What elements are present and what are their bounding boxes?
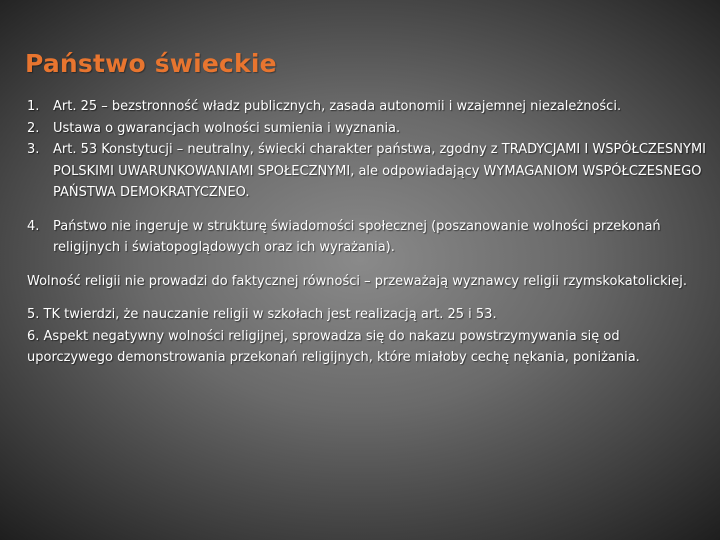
item-6-paragraph: 6. Aspekt negatywny wolności religijnej, sprowadza się do nakazu powstrzymywania się od uporczywego demonstrowania przekonań religijnych, które miałoby cechę nękania, poniżania. xyxy=(27,328,640,365)
list-number: 1. xyxy=(27,99,40,114)
slide-body xyxy=(27,96,707,369)
list-item-1 xyxy=(27,96,707,118)
list-text: Państwo nie ingeruje w strukturę świadomości społecznej (poszanowanie wolności przekonań religijnych i światopoglądowych oraz ich wyrażania). xyxy=(53,218,661,255)
list-item-3 xyxy=(27,139,707,204)
list-text: Art. 53 Konstytucji – neutralny, świecki charakter państwa, zgodny z TRADYCJAMI I WSPÓŁCZESNYMI POLSKIMI UWARUNKOWANIAMI SPOŁECZNYMI, ale odpowiadający WYMAGANIOM WSPÓŁCZESNEGO PAŃSTWA DEMOKRATYCZNEO. xyxy=(53,142,707,200)
note-paragraph: Wolność religii nie prowadzi do faktycznej równości – przeważają wyznawcy religii rzymskokatolickiej. xyxy=(27,273,687,289)
list-item-2 xyxy=(27,118,707,140)
item-5-paragraph: 5. TK twierdzi, że nauczanie religii w szkołach jest realizacją art. 25 i 53. xyxy=(27,307,497,322)
list-number: 3. xyxy=(27,142,40,157)
list-number: 2. xyxy=(27,120,40,136)
spacer xyxy=(27,292,707,304)
slide-title: Państwo świeckie xyxy=(25,49,277,78)
list-text: Ustawa o gwarancjach wolności sumienia i wyznania. xyxy=(53,120,401,136)
spacer xyxy=(27,204,707,216)
list-text: Art. 25 – bezstronność władz publicznych, zasada autonomii i wzajemnej niezależności. xyxy=(53,99,622,114)
list-number: 4. xyxy=(27,218,40,234)
list-item-4 xyxy=(27,216,707,259)
spacer xyxy=(27,259,707,271)
